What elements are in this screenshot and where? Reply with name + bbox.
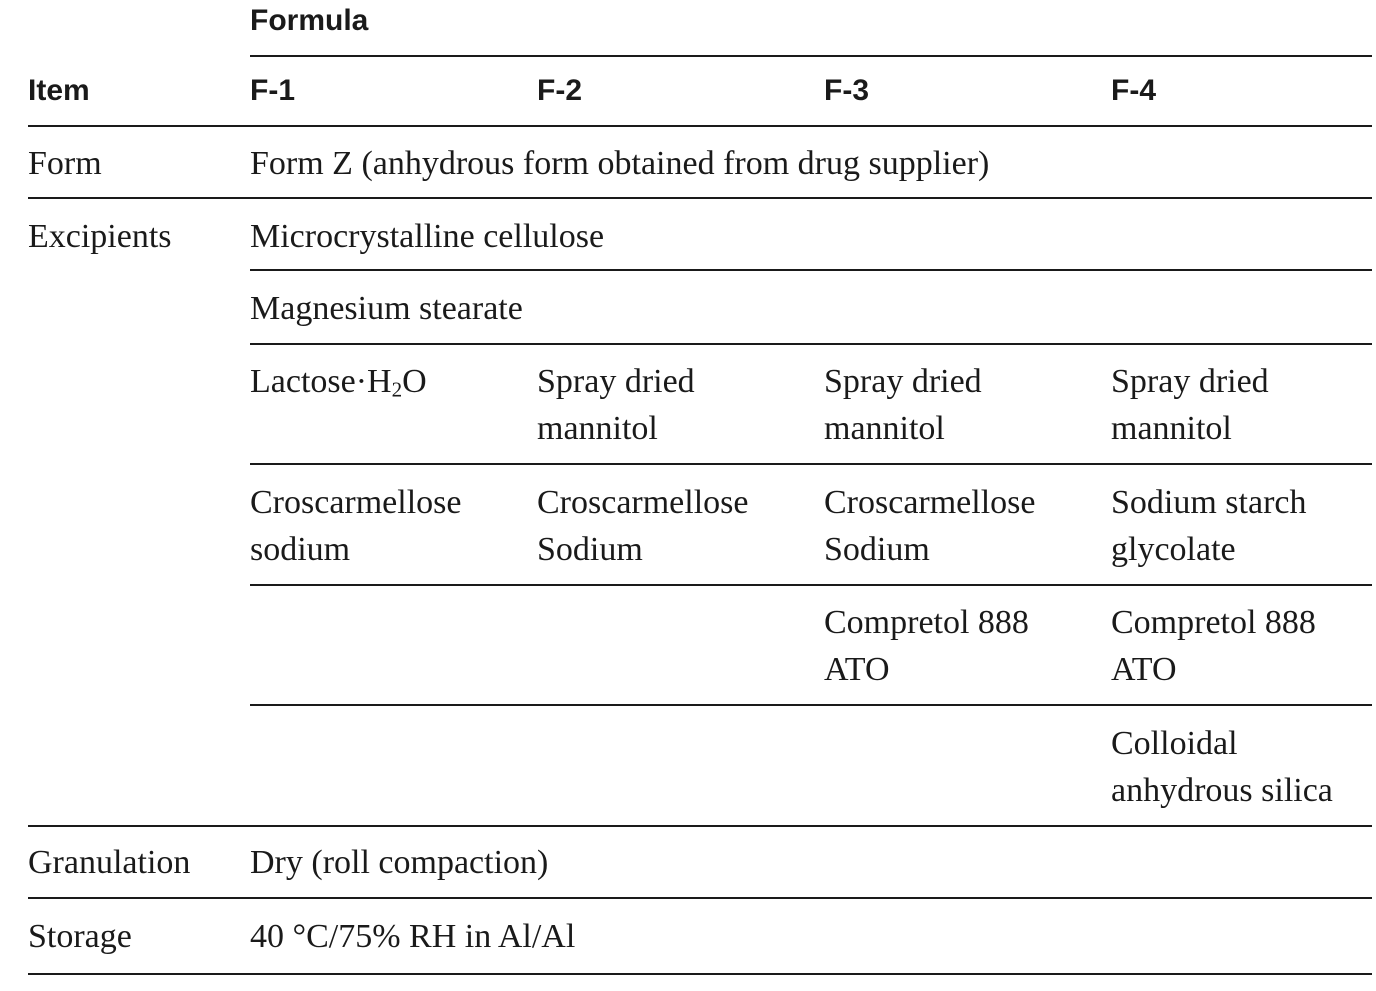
column-header-f1: F-1 xyxy=(250,74,295,107)
excipient-rule-2 xyxy=(250,343,1372,345)
row-label-granulation: Granulation xyxy=(28,844,191,881)
formula-group-header: Formula xyxy=(250,4,369,37)
disintegrant-f1: Croscarmellose sodium xyxy=(250,484,462,568)
form-row-rule xyxy=(28,197,1372,199)
diluent-f2: Spray dried mannitol xyxy=(537,363,695,447)
column-header-f2: F-2 xyxy=(537,74,582,107)
diluent-f4: Spray dried mannitol xyxy=(1111,363,1269,447)
granulation-row-rule xyxy=(28,897,1372,899)
row-label-storage: Storage xyxy=(28,918,132,955)
excipients-bottom-rule xyxy=(28,825,1372,827)
diluent-f1: $Lactose\cdot H_2O$ xyxy=(250,363,427,402)
excipient-microcrystalline-cellulose: Microcrystalline cellulose xyxy=(250,218,605,255)
lubricant-f3: Compretol 888 ATO xyxy=(824,604,1029,688)
disintegrant-f4: Sodium starch glycolate xyxy=(1111,484,1307,568)
granulation-value: Dry (roll compaction) xyxy=(250,844,549,881)
row-label-excipients: Excipients xyxy=(28,218,172,255)
lubricant-f4: Compretol 888 ATO xyxy=(1111,604,1316,688)
storage-value: 40 °C/75% RH in Al/Al xyxy=(250,918,576,955)
column-header-f4: F-4 xyxy=(1111,74,1156,107)
form-value: Form Z (anhydrous form obtained from drug supplier) xyxy=(250,145,990,182)
table-bottom-rule xyxy=(28,973,1372,975)
excipient-magnesium-stearate: Magnesium stearate xyxy=(250,290,523,327)
glidant-f4: Colloidal anhydrous silica xyxy=(1111,725,1333,809)
disintegrant-f2: Croscarmellose Sodium xyxy=(537,484,749,568)
diluent-f3: Spray dried mannitol xyxy=(824,363,982,447)
excipient-rule-5 xyxy=(250,704,1372,706)
excipient-rule-3 xyxy=(250,463,1372,465)
row-label-form: Form xyxy=(28,145,102,182)
item-column-header: Item xyxy=(28,74,90,107)
excipient-rule-4 xyxy=(250,584,1372,586)
formula-group-rule xyxy=(250,55,1372,57)
column-header-f3: F-3 xyxy=(824,74,869,107)
header-bottom-rule xyxy=(28,125,1372,127)
excipient-rule-1 xyxy=(250,269,1372,271)
disintegrant-f3: Croscarmellose Sodium xyxy=(824,484,1036,568)
